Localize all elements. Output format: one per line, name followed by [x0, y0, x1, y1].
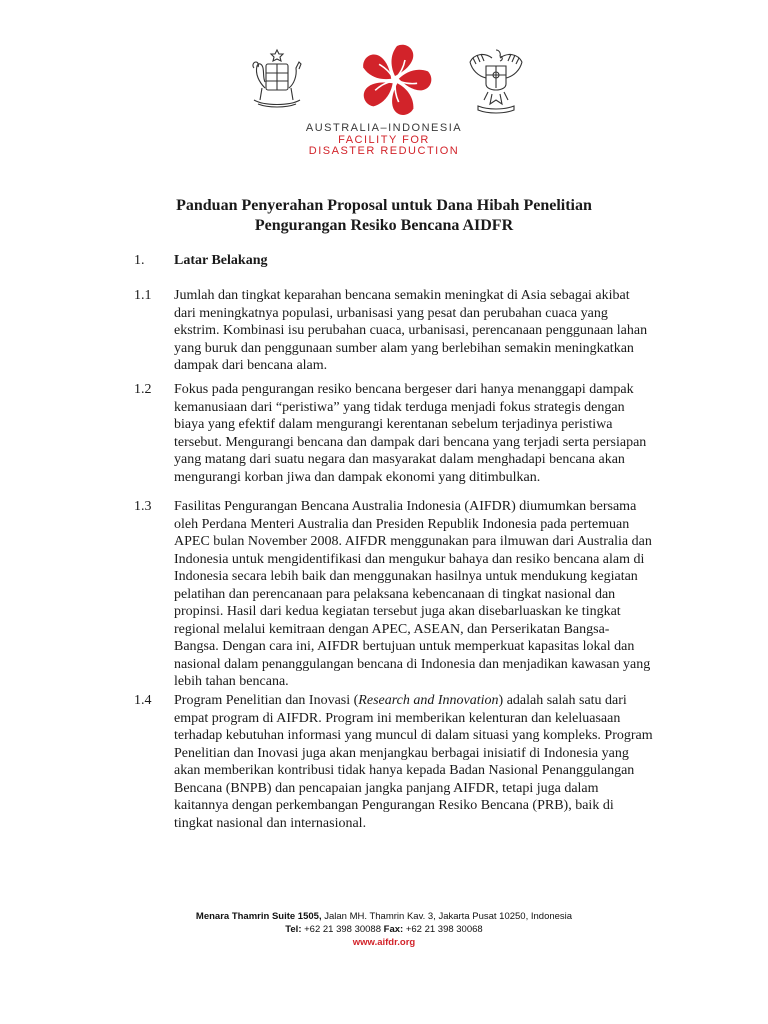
title-line2: Pengurangan Resiko Bencana AIDFR — [254, 217, 514, 234]
footer-tel-label: Tel: — [285, 924, 302, 935]
footer-address-rest: Jalan MH. Thamrin Kav. 3, Jakarta Pusat 10250, Indonesia — [321, 911, 573, 922]
paragraph-number: 1.1 — [134, 288, 152, 303]
paragraph-number: 1.3 — [134, 499, 152, 514]
footer-tel-value: +62 21 398 30088 — [301, 924, 384, 935]
org-name-line1: AUSTRALIA–INDONESIA — [305, 122, 463, 134]
footer-address — [0, 910, 768, 923]
paragraph-text-after: ) adalah salah satu dari empat program di AIFDR. Program ini memberikan kelenturan dan keleluasaan terhadap kebutuhan informasi yang muncul di dalam situasi yang kompleks. Program Penelitian dan Inovasi juga akan menjangkau berbagai inisiatif di Indonesia yang akan memberikan kontribusi tidak hanya kepada Badan Nasional Penanggulangan Bencana (BNPB) dan pencapaian jangka panjang AIFDR, tetapi juga dalam kaitannya dengan perkembangan Pengurangan Resiko Bencana (PRB), baik di tingkat nasional dan internasional. — [174, 693, 653, 831]
page-footer — [0, 910, 768, 949]
footer-address-bold: Menara Thamrin Suite 1505, — [195, 911, 322, 922]
paragraph-number: 1.4 — [134, 693, 152, 708]
paragraph-text: Fasilitas Pengurangan Bencana Australia Indonesia (AIFDR) diumumkan bersama oleh Perdana Menteri Australia dan Presiden Republik Indonesia pada pertemuan APEC bulan November 2008. AIFDR menggunakan para ilmuwan dari Australia dan Indonesia untuk mengidentifikasi dan mengukur bahaya dan resiko bencana alam di Indonesia secara lebih baik dan menggunakan hasilnya untuk mendukung kegiatan pelatihan dan perencanaan para pelaksana kebencanaan di tingkat nasional dan propinsi. Hasil dari kedua kegiatan tersebut juga akan disebarluaskan ke tingkat regional melalui kemitraan dengan APEC, ASEAN, dan Perserikatan Bangsa-Bangsa. Dengan cara ini, AIFDR bertujuan untuk memperkuat kapasitas lokal dan nasional dalam penanggulangan bencana di Indonesia dan menjadikan kawasan yang lebih tahan bencana. — [174, 499, 652, 689]
paragraph-text: Jumlah dan tingkat keparahan bencana semakin meningkat di Asia sebagai akibat dari meningkatnya populasi, urbanisasi yang pesat dan perubahan cuaca yang ekstrim. Kombinasi isu perubahan cuaca, urbanisasi, perencanaan penggunaan lahan yang buruk dan penggunaan sumber alam yang berlebihan semakin meningkatkan dampak dari bencana alam. — [174, 288, 648, 373]
paragraph-text-before: Program Penelitian dan Inovasi ( — [174, 693, 359, 708]
title-line1: Panduan Penyerahan Proposal untuk Dana Hibah Penelitian — [176, 197, 592, 214]
organization-name — [0, 123, 768, 158]
paragraph-1-1 — [134, 287, 654, 375]
aifdr-flower-logo-icon — [355, 40, 435, 120]
garuda-pancasila-icon — [468, 44, 524, 116]
section-title: Latar Belakang — [174, 253, 268, 268]
paragraph-text: Fokus pada pengurangan resiko bencana bergeser dari hanya menanggapi dampak kemanusiaan dari “peristiwa” yang tidak terduga menjadi fokus strategis dengan biaya yang efektif dalam mengurangi kerentanan sebelum terjadinya peristiwa tersebut. Mengurangi bencana dan dampak dari bencana yang terjadi serta persiapan yang matang dari suatu negara dan masyarakat dalam menghadapi bencana akan mengurangi korban jiwa dan dampak ekonomi yang ditimbulkan. — [174, 382, 647, 485]
org-name-line3: DISASTER REDUCTION — [308, 145, 460, 157]
footer-contact — [0, 923, 768, 936]
section-number: 1. — [134, 253, 145, 268]
logo-row — [0, 40, 768, 120]
paragraph-text — [174, 692, 654, 832]
footer-website-link[interactable]: www.aifdr.org — [352, 937, 416, 948]
paragraph-text-italic: Research and Innovation — [358, 693, 499, 708]
paragraph-1-3 — [134, 498, 654, 691]
paragraph-number: 1.2 — [134, 382, 152, 397]
footer-fax-label: Fax: — [383, 924, 404, 935]
footer-fax-value: +62 21 398 30068 — [403, 924, 483, 935]
org-name-line2: FACILITY FOR — [338, 133, 430, 146]
paragraph-1-2 — [134, 381, 654, 486]
paragraph-1-4 — [134, 692, 654, 832]
document-title — [0, 196, 768, 236]
australia-coat-of-arms-icon — [246, 48, 308, 112]
